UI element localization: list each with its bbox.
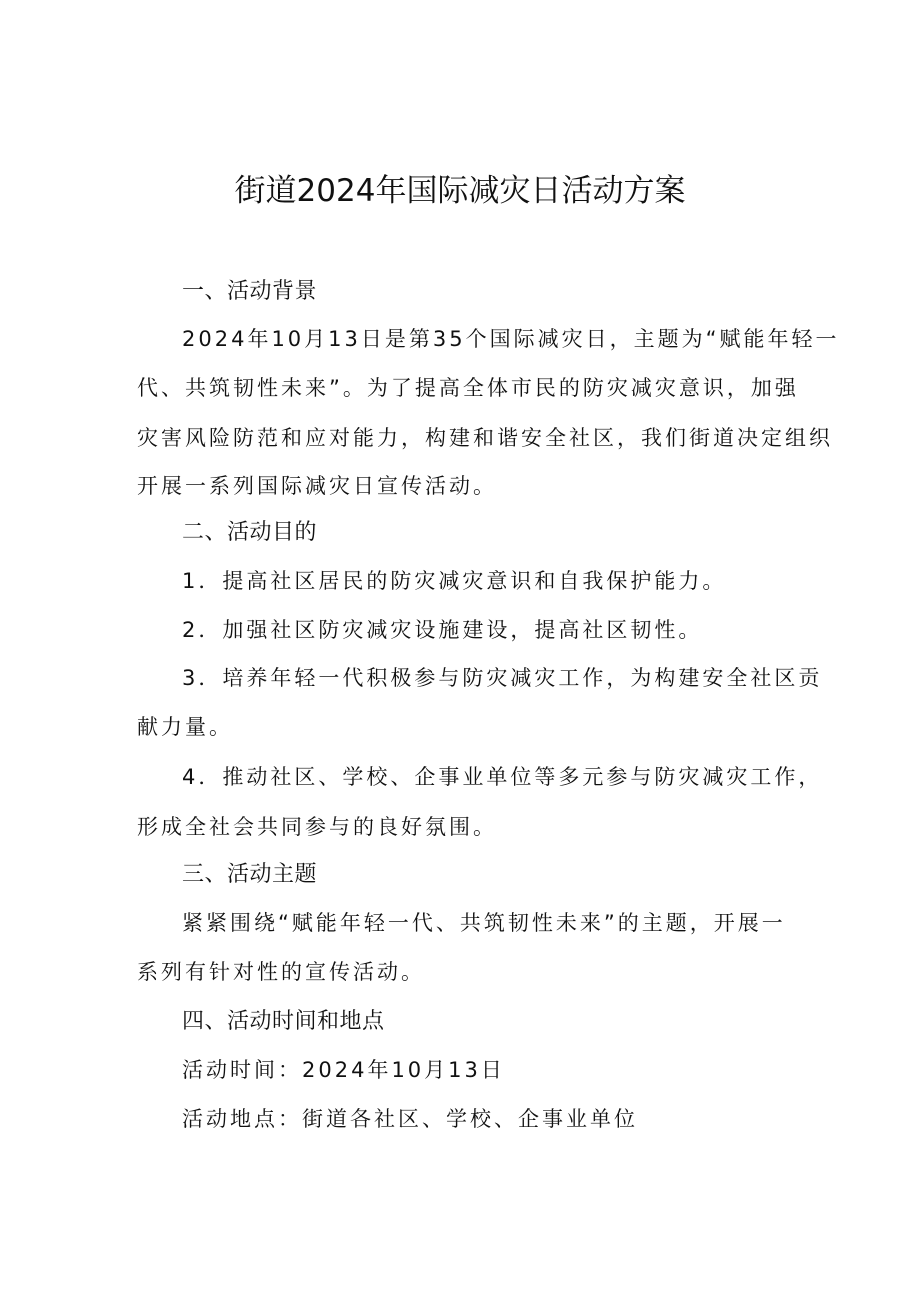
paragraph-line: 2024年10月13日是第35个国际减灾日，主题为“赋能年轻一 xyxy=(182,327,840,351)
list-item-continuation: 献力量。 xyxy=(137,715,233,739)
section-heading-background: 一、活动背景 xyxy=(182,279,318,304)
paragraph-line: 紧紧围绕“赋能年轻一代、共筑韧性未来”的主题，开展一 xyxy=(182,911,786,935)
list-item: 4．推动社区、学校、企事业单位等多元参与防灾减灾工作， xyxy=(182,765,823,789)
document-title: 街道2024年国际减灾日活动方案 xyxy=(234,173,686,209)
paragraph-line: 系列有针对性的宣传活动。 xyxy=(137,960,425,984)
list-item: 3．培养年轻一代积极参与防灾减灾工作，为构建安全社区贡 xyxy=(182,666,823,690)
list-item: 2．加强社区防灾减灾设施建设，提高社区韧性。 xyxy=(182,618,703,642)
paragraph-line: 灾害风险防范和应对能力，构建和谐安全社区，我们街道决定组织 xyxy=(137,426,833,450)
paragraph-line: 代、共筑韧性未来”。为了提高全体市民的防灾减灾意识，加强 xyxy=(137,376,799,400)
paragraph-line: 开展一系列国际减灾日宣传活动。 xyxy=(137,474,497,498)
list-item: 1．提高社区居民的防灾减灾意识和自我保护能力。 xyxy=(182,569,727,593)
activity-time: 活动时间：2024年10月13日 xyxy=(182,1058,505,1082)
section-heading-theme: 三、活动主题 xyxy=(182,862,318,887)
section-heading-purpose: 二、活动目的 xyxy=(182,520,318,545)
activity-place: 活动地点：街道各社区、学校、企事业单位 xyxy=(182,1107,638,1131)
list-item-continuation: 形成全社会共同参与的良好氛围。 xyxy=(137,815,497,839)
section-heading-time-place: 四、活动时间和地点 xyxy=(182,1009,385,1034)
